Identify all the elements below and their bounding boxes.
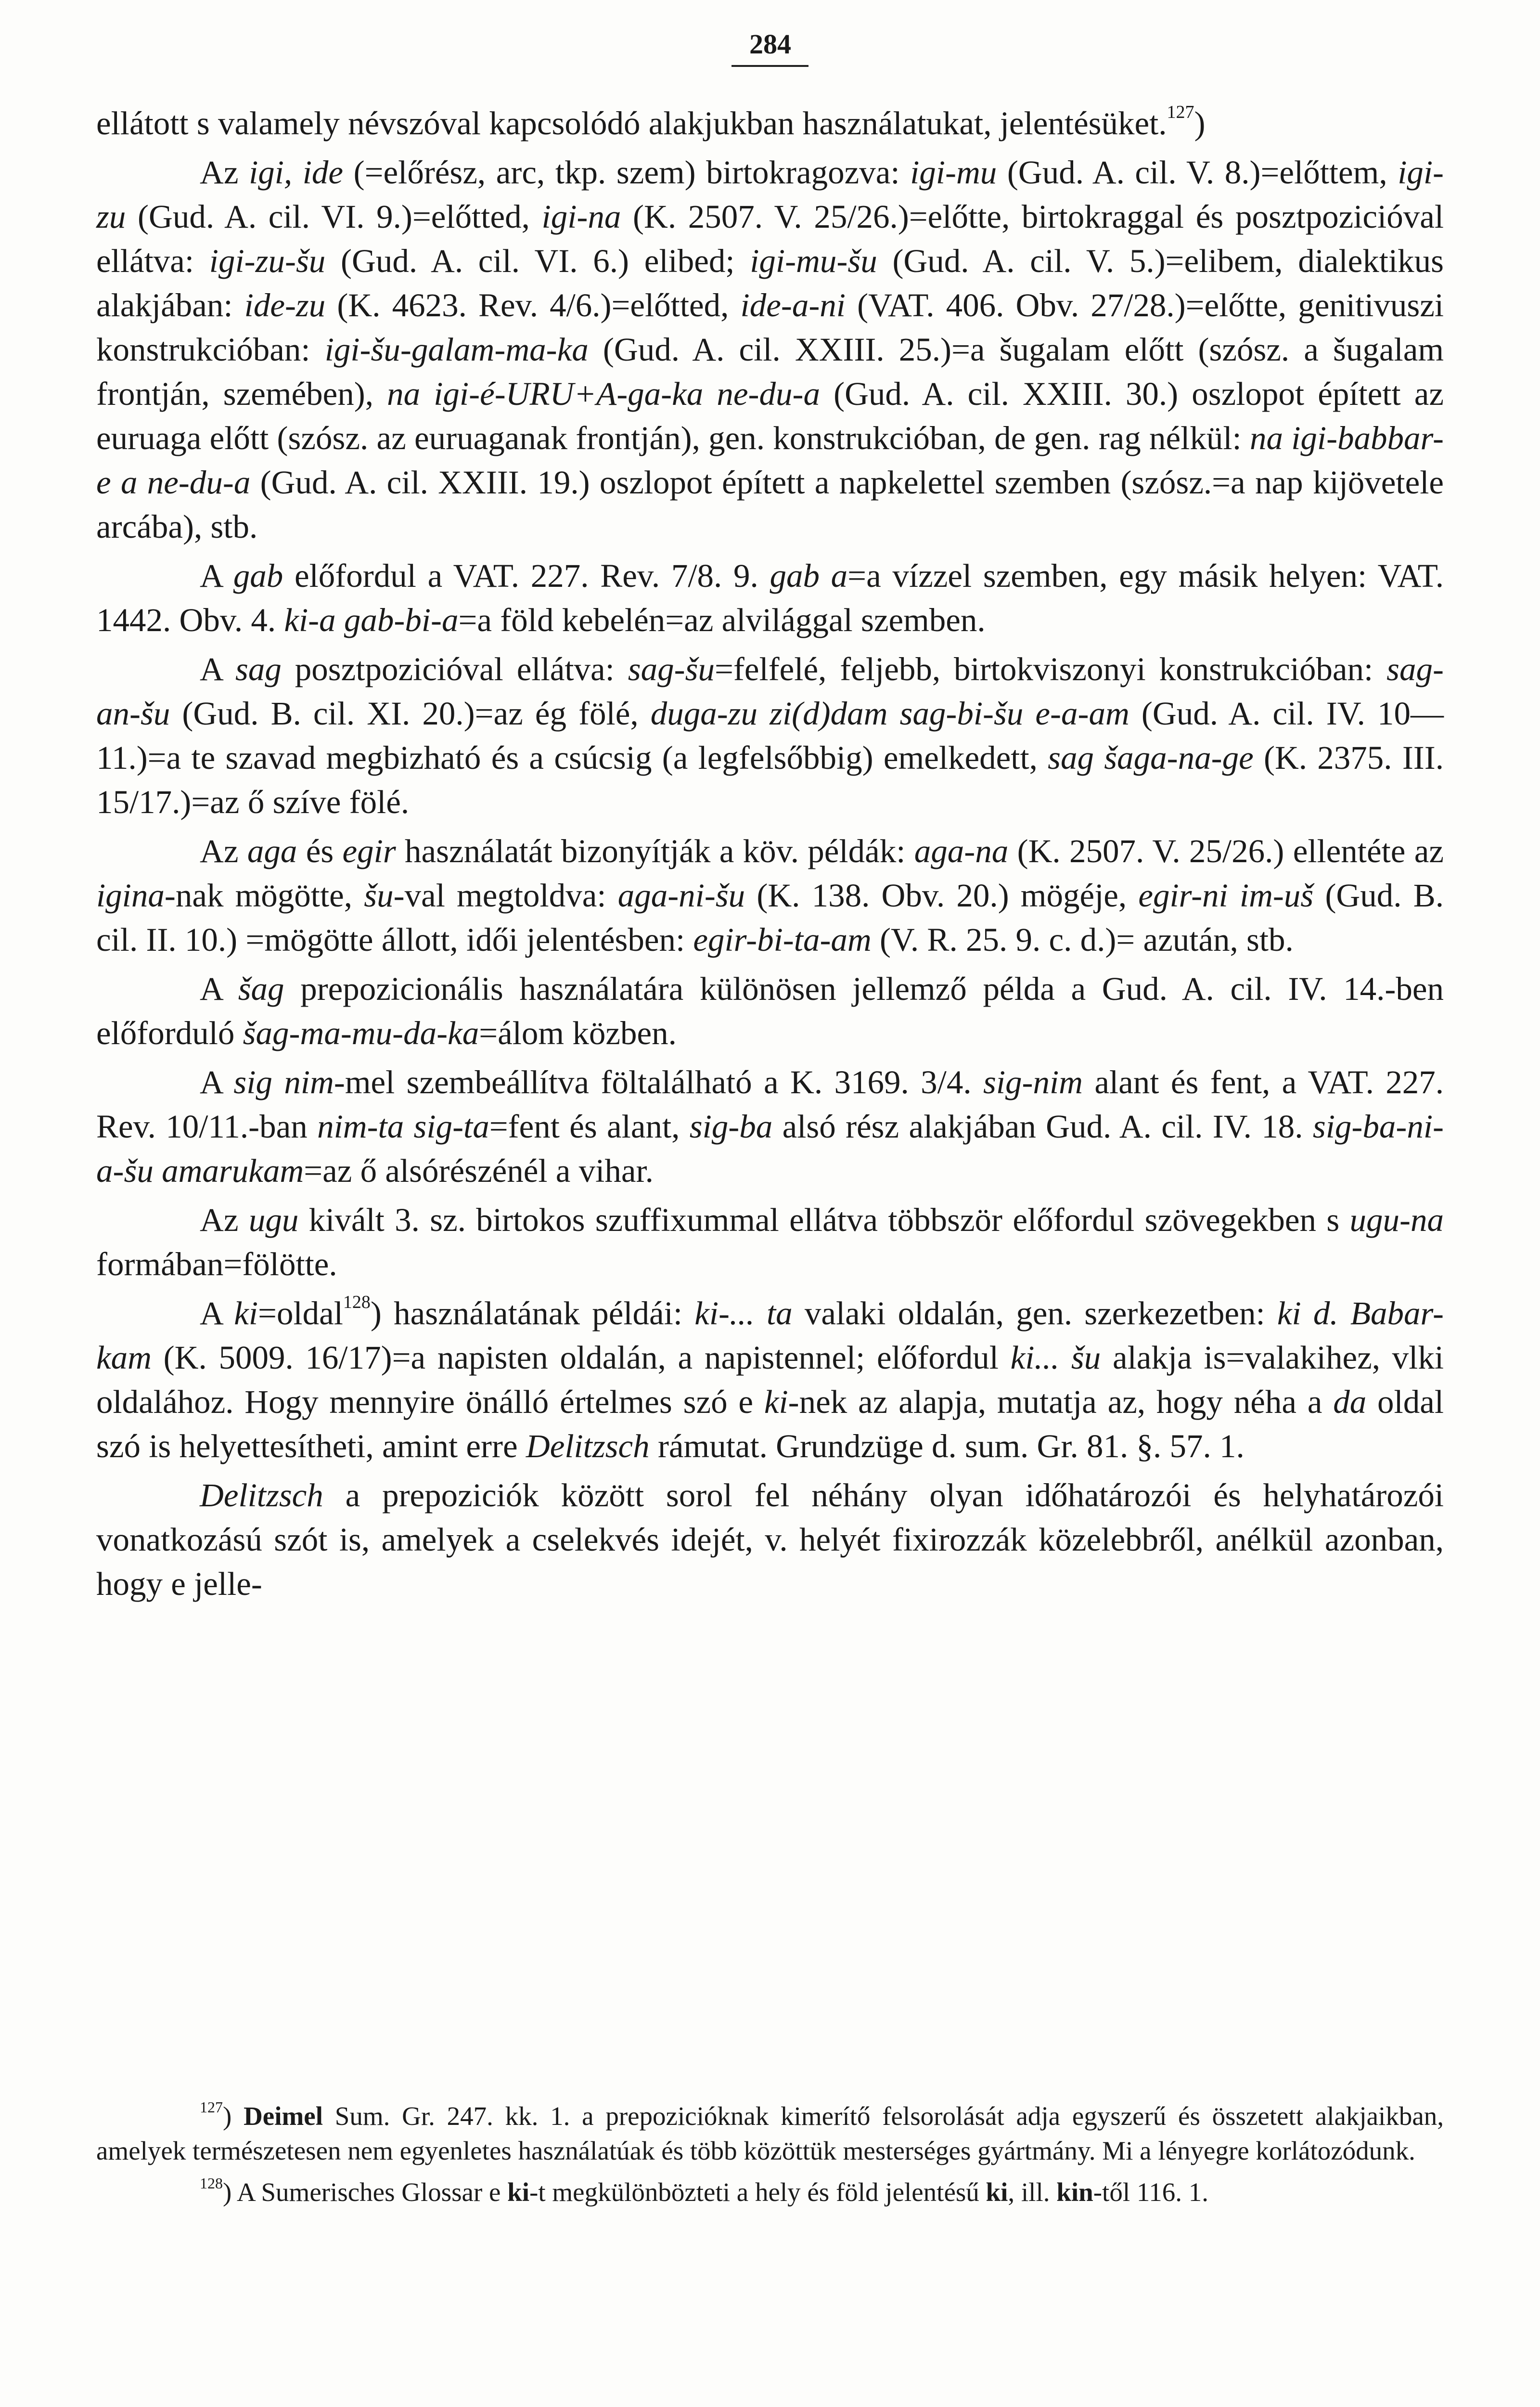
paragraph: A sag posztpozicióval ellátva: sag-šu=felfelé, feljebb, birtokviszonyi konstrukcióban: sag-an-šu (Gud. B. cil. XI. 20.)=az ég fölé, duga-zu zi(d)dam sag-bi-šu e-a-am (Gud. A. cil. IV. 10—11.)=a te szavad megbizható és a csúcsig (a legfelsőbbig) emelkedett, sag šaga-na-ge (K. 2375. III. 15/17.)=az ő szíve fölé. [96, 651, 1444, 820]
paragraph: A ki=oldal$^{128}$) használatának példái: ki-... ta valaki oldalán, gen. szerkezetben: ki d. Babar-kam (K. 5009. 16/17)=a napisten oldalán, a napistennel; előfordul ki... šu alakja is=valakihez, vlki oldalához. Hogy mennyire önálló értelmes szó e ki-nek az alapja, mutatja az, hogy néha a da oldal szó is helyettesítheti, amint erre Delitzsch rámutat. Grundzüge d. sum. Gr. 81. §. 57. 1. [96, 1292, 1444, 1464]
footnote: $^{127}$) Deimel Sum. Gr. 247. kk. 1. a prepozicióknak kimerítő felsorolását adja egyszerű és összetett alakjaikban, amelyek természetesen nem egyenletes használatúak és több közöttük mesterséges gyártmány. Mi a lényegre korlátozódunk. [96, 2098, 1444, 2165]
paragraph: A gab előfordul a VAT. 227. Rev. 7/8. 9. gab a=a vízzel szemben, egy másik helyen: VAT. 1442. Obv. 4. ki-a gab-bi-a=a föld kebelén=az alvilággal szemben. [96, 557, 1444, 638]
footnote: $^{128}$) A Sumerisches Glossar e ki-t megkülönbözteti a hely és föld jelentésű ki, ill. kin-től 116. 1. [200, 2174, 1209, 2207]
paragraph: Az ugu kivált 3. sz. birtokos szuffixummal ellátva többször előfordul szövegekben s ugu-na formában=fölötte. [96, 1202, 1444, 1282]
paragraph: Az aga és egir használatát bizonyítják a köv. példák: aga-na (K. 2507. V. 25/26.) ellentéte az igina-nak mögötte, šu-val megtoldva: aga-ni-šu (K. 138. Obv. 20.) mögéje, egir-ni im-uš (Gud. B. cil. II. 10.) =mögötte állott, idői jelentésben: egir-bi-ta-am (V. R. 25. 9. c. d.)= azután, stb. [96, 833, 1444, 958]
paragraph: A sig nim-mel szembeállítva föltalálható a K. 3169. 3/4. sig-nim alant és fent, a VAT. 227. Rev. 10/11.-ban nim-ta sig-ta=fent és alant, sig-ba alsó rész alakjában Gud. A. cil. IV. 18. sig-ba-ni-a-šu amarukam=az ő alsórészénél a vihar. [96, 1064, 1444, 1189]
paragraph: A šag prepozicionális használatára különösen jellemző példa a Gud. A. cil. IV. 14.-ben előforduló šag-ma-mu-da-ka=álom közben. [96, 971, 1444, 1051]
page-number: 284 [749, 28, 791, 60]
page-number-underline [732, 65, 808, 67]
paragraph: Az igi, ide (=előrész, arc, tkp. szem) birtokragozva: igi-mu (Gud. A. cil. V. 8.)=előttem, igi-zu (Gud. A. cil. VI. 9.)=előtted, igi-na (K. 2507. V. 25/26.)=előtte, birtokraggal és posztpozicióval ellátva: igi-zu-šu (Gud. A. cil. VI. 6.) elibed; igi-mu-šu (Gud. A. cil. V. 5.)=elibem, dialektikus alakjában: ide-zu (K. 4623. Rev. 4/6.)=előtted, ide-a-ni (VAT. 406. Obv. 27/28.)=előtte, genitivuszi konstrukcióban: igi-šu-galam-ma-ka (Gud. A. cil. XXIII. 25.)=a šugalam előtt (szósz. a šugalam frontján, szemében), na igi-é-URU+A-ga-ka ne-du-a (Gud. A. cil. XXIII. 30.) oszlopot épített az euruaga előtt (szósz. az euruaganak frontján), gen. konstrukcióban, de gen. rag nélkül: na igi-babbar-e a ne-du-a (Gud. A. cil. XXIII. 19.) oszlopot épített a napkelettel szemben (szósz.=a nap kijövetele arcába), stb. [96, 154, 1444, 545]
body-text [96, 101, 1444, 1606]
footnotes [96, 2099, 1444, 2216]
paragraph: Delitzsch a prepoziciók között sorol fel néhány olyan időhatározói és helyhatározói vonatkozású szót is, amelyek a cselekvés idejét, v. helyét fixirozzák közelebbről, anélkül azonban, hogy e jelle- [96, 1477, 1444, 1602]
paragraph: ellátott s valamely névszóval kapcsolódó alakjukban használatukat, jelentésüket.$^{127}$) [96, 102, 1206, 142]
